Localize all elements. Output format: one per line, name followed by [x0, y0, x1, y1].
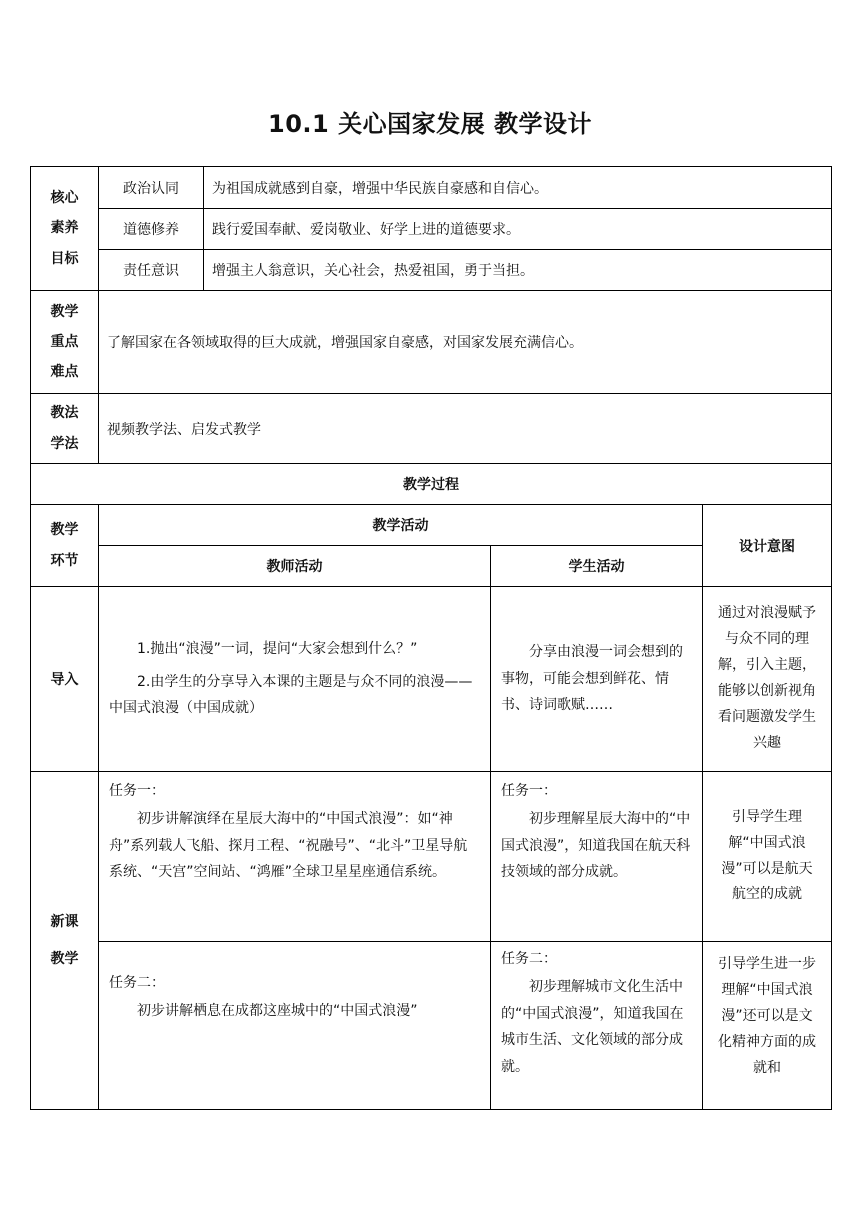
- task2-student-label: 任务二：: [501, 951, 557, 967]
- intro-row: [31, 587, 832, 772]
- core-item-name: 道德修养: [99, 209, 204, 250]
- process-heading: 教学过程: [31, 464, 832, 505]
- intro-intent-cell: [703, 587, 832, 772]
- task1-intent-text: 引导学生理解“中国式浪漫”可以是航天航空的成就: [721, 808, 813, 903]
- task1-student-label: 任务一：: [501, 783, 557, 799]
- method-label-cell: [31, 394, 99, 464]
- core-item-desc: 增强主人翁意识，关心社会，热爱祖国，勇于当担。: [204, 250, 832, 291]
- core-label-line-3: 目标: [50, 250, 79, 267]
- method-row: [31, 394, 832, 464]
- intro-student-text: 分享由浪漫一词会想到的事物，可能会想到鲜花、情书、诗词歌赋……: [501, 644, 683, 714]
- task2-intent-cell: [703, 942, 832, 1110]
- core-item-desc: 践行爱国奉献、爱岗敬业、好学上进的道德要求。: [204, 209, 832, 250]
- stage-header-cell: [31, 505, 99, 587]
- stage-header-line-2: 环节: [50, 552, 79, 569]
- focus-label-cell: [31, 291, 99, 394]
- task2-student-cell: [491, 942, 703, 1110]
- task1-intent-cell: [703, 772, 832, 942]
- header-row-1: [31, 505, 832, 546]
- focus-text: 了解国家在各领域取得的巨大成就，增强国家自豪感，对国家发展充满信心。: [99, 291, 832, 394]
- core-item-name: 政治认同: [99, 167, 204, 209]
- intro-teacher-cell: [99, 587, 491, 772]
- stage-header-line-1: 教学: [50, 522, 79, 539]
- new-lesson-line-1: 新课: [50, 914, 79, 931]
- task2-student-text: 初步理解城市文化生活中的“中国式浪漫”，知道我国在城市生活、文化领域的部分成就。: [501, 979, 684, 1075]
- task2-teacher-cell: [99, 942, 491, 1110]
- task1-row: [31, 772, 832, 942]
- focus-row: [31, 291, 832, 394]
- core-label-cell: [31, 167, 99, 291]
- lesson-plan-table: [30, 166, 832, 1110]
- core-row-1: [31, 167, 832, 209]
- new-lesson-line-2: 教学: [50, 950, 79, 967]
- method-label-line-2: 学法: [50, 435, 79, 452]
- method-text: 视频教学法、启发式教学: [99, 394, 832, 464]
- core-item-name: 责任意识: [99, 250, 204, 291]
- intro-stage: 导入: [31, 587, 99, 772]
- task2-teacher-text: 初步讲解栖息在成都这座城中的“中国式浪漫”: [137, 1003, 418, 1019]
- core-label-line-2: 素养: [50, 220, 79, 237]
- core-item-desc: 为祖国成就感到自豪，增强中华民族自豪感和自信心。: [204, 167, 832, 209]
- core-row-3: [31, 250, 832, 291]
- core-label-line-1: 核心: [50, 190, 79, 207]
- task1-student-text: 初步理解星辰大海中的“中国式浪漫”，知道我国在航天科技领域的部分成就。: [501, 811, 691, 881]
- focus-label-line-2: 重点: [50, 333, 79, 350]
- task2-teacher-label: 任务二：: [109, 975, 165, 991]
- task1-teacher-cell: [99, 772, 491, 942]
- intro-teacher-step-1: 1.抛出“浪漫”一词，提问“大家会想到什么？”: [137, 641, 418, 658]
- new-lesson-stage: [31, 772, 99, 1110]
- task2-row: [31, 942, 832, 1110]
- focus-label-line-1: 教学: [50, 303, 79, 320]
- method-label-line-1: 教法: [50, 405, 79, 422]
- intent-header: 设计意图: [703, 505, 832, 587]
- core-row-2: [31, 209, 832, 250]
- task1-student-cell: [491, 772, 703, 942]
- teacher-header: 教师活动: [99, 546, 491, 587]
- student-header: 学生活动: [491, 546, 703, 587]
- focus-label-line-3: 难点: [50, 364, 79, 381]
- intro-teacher-step-2: 2.由学生的分享导入本课的主题是与众不同的浪漫——中国式浪漫（中国成就）: [109, 673, 473, 717]
- task1-teacher-label: 任务一：: [109, 783, 165, 799]
- intro-intent-text: 通过对浪漫赋予与众不同的理解，引入主题，能够以创新视角看问题激发学生兴趣: [718, 605, 817, 751]
- intro-student-cell: [491, 587, 703, 772]
- process-heading-row: [31, 464, 832, 505]
- task2-intent-text: 引导学生进一步理解“中国式浪漫”还可以是文化精神方面的成就和: [718, 956, 817, 1076]
- task1-teacher-text: 初步讲解演绎在星辰大海中的“中国式浪漫”：如“神舟”系列载人飞船、探月工程、“祝融号”、“北斗”卫星导航系统、“天宫”空间站、“鸿雁”全球卫星星座通信系统。: [109, 811, 468, 881]
- activities-header: 教学活动: [99, 505, 703, 546]
- page-title: 10.1 关心国家发展 教学设计: [268, 110, 592, 138]
